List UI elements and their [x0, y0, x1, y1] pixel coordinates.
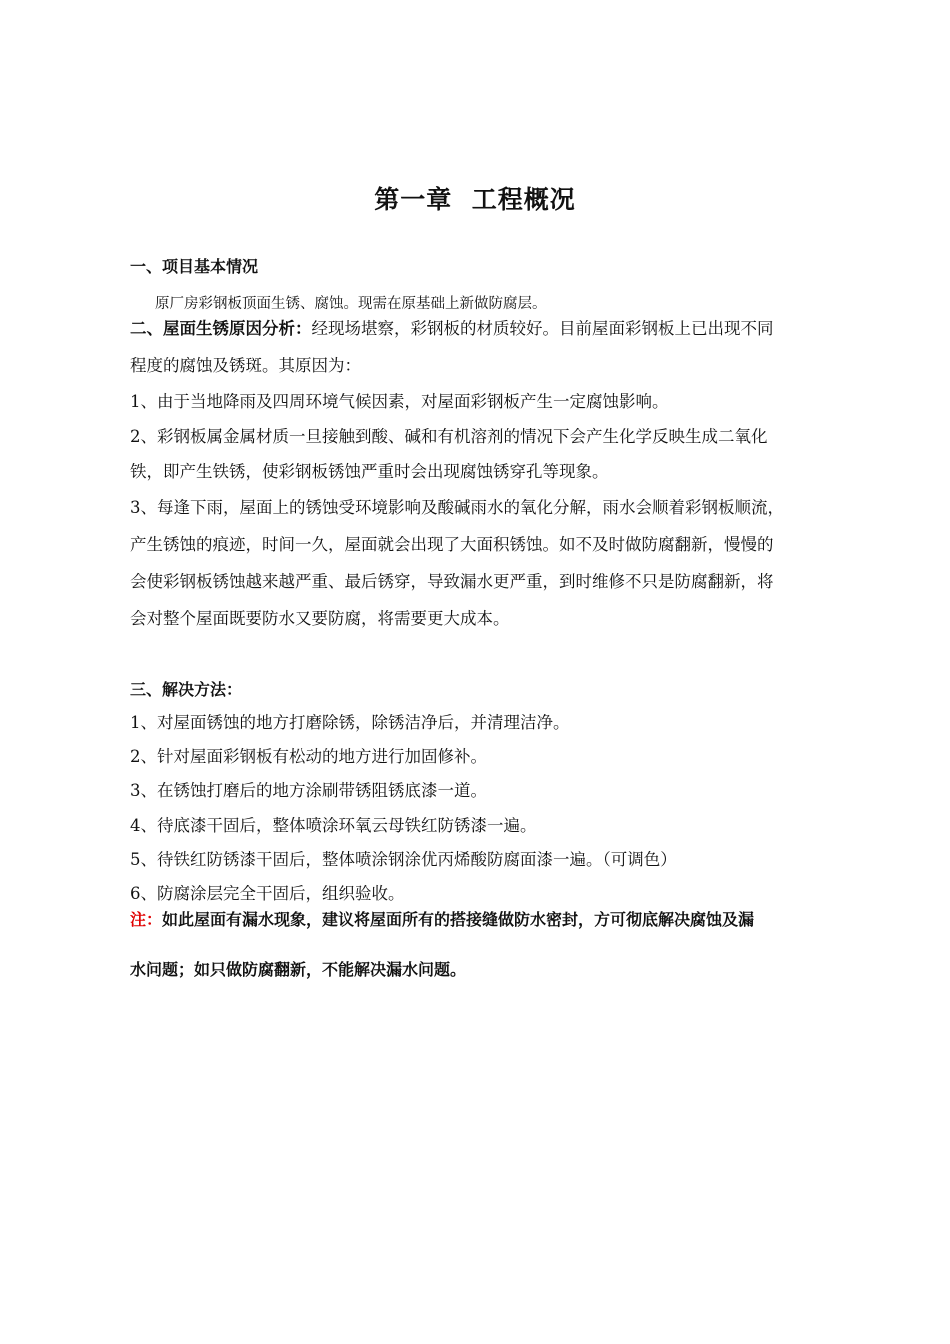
cause-item-3-line3: 会使彩钢板锈蚀越来越严重、最后锈穿，导致漏水更严重，到时维修不只是防腐翻新，将: [130, 572, 774, 591]
solution-step: 1、对屋面锈蚀的地方打磨除锈，除锈洁净后，并清理洁净。: [130, 713, 570, 732]
note-line1: [130, 908, 890, 932]
note-text: 如此屋面有漏水现象，建议将屋面所有的搭接缝做防水密封，方可彻底解决腐蚀及漏: [162, 910, 755, 929]
section2-intro-line2: 程度的腐蚀及锈斑。其原因为：: [130, 356, 361, 375]
solution-step: 5、待铁红防锈漆干固后，整体喷涂钢涂优丙烯酸防腐面漆一遍。（可调色）: [130, 850, 677, 869]
section3-heading: 三、解决方法：: [130, 680, 243, 699]
solution-step: 3、在锈蚀打磨后的地方涂刷带锈阻锈底漆一道。: [130, 781, 487, 800]
section1-text: 原厂房彩钢板顶面生锈、腐蚀。现需在原基础上新做防腐层。: [155, 296, 547, 312]
cause-item-3-line1: 3、每逢下雨，屋面上的锈蚀受环境影响及酸碱雨水的氧化分解，雨水会顺着彩钢板顺流，: [130, 498, 784, 517]
note-label: 注：: [130, 910, 163, 929]
solution-step: 4、待底漆干固后，整体喷涂环氧云母铁红防锈漆一遍。: [130, 816, 537, 835]
cause-item-2-line2: 铁，即产生铁锈，使彩钢板锈蚀严重时会出现腐蚀锈穿孔等现象。: [130, 462, 609, 481]
solution-step: 2、针对屋面彩钢板有松动的地方进行加固修补。: [130, 747, 487, 766]
cause-item-3-line2: 产生锈蚀的痕迹，时间一久，屋面就会出现了大面积锈蚀。如不及时做防腐翻新，慢慢的: [130, 535, 774, 554]
section2-intro-text: 经现场堪察，彩钢板的材质较好。目前屋面彩钢板上已出现不同: [311, 319, 774, 338]
solution-step: 6、防腐涂层完全干固后，组织验收。: [130, 884, 405, 903]
section1-heading: 一、项目基本情况: [130, 257, 259, 276]
chapter-title: 第一章 工程概况: [374, 185, 576, 214]
section2-heading: 二、屋面生锈原因分析：: [130, 319, 312, 338]
cause-item-2-line1: 2、彩钢板属金属材质一旦接触到酸、碱和有机溶剂的情况下会产生化学反映生成二氧化: [130, 427, 768, 446]
section2-intro-line1: [130, 317, 890, 341]
note-line2: 水问题；如只做防腐翻新，不能解决漏水问题。: [130, 960, 467, 979]
cause-item-1: 1、由于当地降雨及四周环境气候因素，对屋面彩钢板产生一定腐蚀影响。: [130, 392, 669, 411]
cause-item-3-line4: 会对整个屋面既要防水又要防腐，将需要更大成本。: [130, 609, 510, 628]
